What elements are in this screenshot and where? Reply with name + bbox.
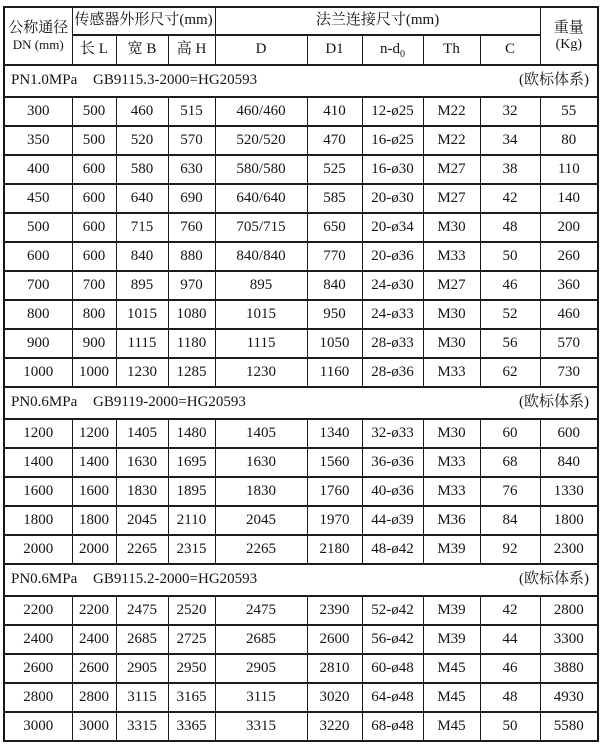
- spec-cell-col6: 44-ø39: [362, 506, 423, 535]
- spec-cell-col2: 3315: [116, 712, 168, 741]
- spec-cell-col0: 1000: [4, 358, 72, 387]
- spec-cell-col8: 34: [480, 126, 540, 155]
- spec-cell-col6: 36-ø36: [362, 448, 423, 477]
- spec-cell-col5: 585: [307, 184, 362, 213]
- spec-cell-col5: 470: [307, 126, 362, 155]
- spec-cell-col6: 56-ø42: [362, 625, 423, 654]
- col-header-height: 高 H: [168, 35, 215, 65]
- spec-cell-col8: 42: [480, 184, 540, 213]
- spec-cell-col8: 44: [480, 625, 540, 654]
- col-header-c: C: [480, 35, 540, 65]
- spec-cell-col3: 690: [168, 184, 215, 213]
- spec-data-row: [4, 419, 598, 448]
- spec-cell-col3: 2725: [168, 625, 215, 654]
- spec-cell-col6: 32-ø33: [362, 419, 423, 448]
- spec-cell-col1: 700: [72, 271, 116, 300]
- spec-cell-col8: 62: [480, 358, 540, 387]
- spec-cell-col0: 2600: [4, 654, 72, 683]
- section-header-row: [4, 65, 598, 97]
- section-header-content: [11, 394, 589, 411]
- spec-cell-col1: 1600: [72, 477, 116, 506]
- spec-cell-col8: 56: [480, 329, 540, 358]
- spec-cell-col3: 880: [168, 242, 215, 271]
- spec-cell-col9: 260: [540, 242, 598, 271]
- spec-cell-col6: 48-ø42: [362, 535, 423, 564]
- spec-cell-col7: M33: [423, 448, 480, 477]
- spec-cell-col0: 2200: [4, 596, 72, 625]
- col-header-d: D: [215, 35, 307, 65]
- spec-data-row: [4, 97, 598, 126]
- spec-cell-col3: 515: [168, 97, 215, 126]
- col-header-width: 宽 B: [116, 35, 168, 65]
- spec-cell-col0: 3000: [4, 712, 72, 741]
- spec-cell-col3: 970: [168, 271, 215, 300]
- col-header-d1: D1: [307, 35, 362, 65]
- spec-cell-col7: M30: [423, 329, 480, 358]
- col-group-sensor-dimensions: 传感器外形尺寸(mm): [72, 7, 215, 35]
- section-standard-note: (欧标体系): [519, 394, 590, 411]
- spec-data-row: [4, 596, 598, 625]
- spec-cell-col9: 2800: [540, 596, 598, 625]
- spec-data-row: [4, 358, 598, 387]
- spec-cell-col1: 2800: [72, 683, 116, 712]
- section-standard-note: (欧标体系): [519, 571, 590, 588]
- spec-cell-col0: 1200: [4, 419, 72, 448]
- spec-cell-col9: 140: [540, 184, 598, 213]
- spec-cell-col9: 360: [540, 271, 598, 300]
- spec-cell-col0: 800: [4, 300, 72, 329]
- spec-cell-col1: 1000: [72, 358, 116, 387]
- nominal-diameter-label: 公称通径: [8, 20, 69, 37]
- spec-cell-col9: 80: [540, 126, 598, 155]
- spec-cell-col7: M45: [423, 654, 480, 683]
- spec-data-row: [4, 625, 598, 654]
- spec-cell-col7: M39: [423, 596, 480, 625]
- spec-cell-col5: 1340: [307, 419, 362, 448]
- section-header-cell: [4, 387, 598, 419]
- spec-cell-col3: 1480: [168, 419, 215, 448]
- n-d0-pre: n-d: [380, 41, 401, 58]
- spec-cell-col8: 32: [480, 97, 540, 126]
- spec-cell-col2: 2265: [116, 535, 168, 564]
- spec-cell-col8: 52: [480, 300, 540, 329]
- spec-cell-col9: 1800: [540, 506, 598, 535]
- col-header-n-d0: [362, 35, 423, 65]
- spec-cell-col8: 42: [480, 596, 540, 625]
- spec-cell-col2: 715: [116, 213, 168, 242]
- spec-cell-col1: 800: [72, 300, 116, 329]
- spec-cell-col6: 24-ø30: [362, 271, 423, 300]
- spec-cell-col7: M39: [423, 535, 480, 564]
- flange-dimension-table: [3, 6, 599, 742]
- spec-data-row: [4, 155, 598, 184]
- spec-cell-col0: 400: [4, 155, 72, 184]
- spec-cell-col1: 500: [72, 97, 116, 126]
- spec-cell-col7: M30: [423, 419, 480, 448]
- spec-cell-col9: 3300: [540, 625, 598, 654]
- spec-cell-col0: 300: [4, 97, 72, 126]
- spec-cell-col4: 1630: [215, 448, 307, 477]
- spec-cell-col4: 1405: [215, 419, 307, 448]
- spec-cell-col2: 2685: [116, 625, 168, 654]
- spec-cell-col2: 1230: [116, 358, 168, 387]
- spec-cell-col3: 1080: [168, 300, 215, 329]
- spec-cell-col5: 2390: [307, 596, 362, 625]
- spec-cell-col7: M45: [423, 683, 480, 712]
- spec-cell-col6: 68-ø48: [362, 712, 423, 741]
- spec-cell-col3: 1895: [168, 477, 215, 506]
- spec-cell-col5: 840: [307, 271, 362, 300]
- spec-cell-col2: 2045: [116, 506, 168, 535]
- spec-cell-col2: 460: [116, 97, 168, 126]
- spec-data-row: [4, 654, 598, 683]
- col-header-th: Th: [423, 35, 480, 65]
- spec-cell-col8: 60: [480, 419, 540, 448]
- col-group-flange-dimensions: 法兰连接尺寸(mm): [215, 7, 540, 35]
- spec-cell-col2: 1015: [116, 300, 168, 329]
- spec-cell-col9: 2300: [540, 535, 598, 564]
- spec-cell-col5: 1160: [307, 358, 362, 387]
- section-header-content: [11, 72, 589, 89]
- spec-cell-col5: 2180: [307, 535, 362, 564]
- spec-cell-col8: 68: [480, 448, 540, 477]
- spec-cell-col5: 525: [307, 155, 362, 184]
- spec-cell-col5: 650: [307, 213, 362, 242]
- spec-cell-col3: 760: [168, 213, 215, 242]
- section-header-cell: [4, 564, 598, 596]
- spec-cell-col5: 410: [307, 97, 362, 126]
- spec-cell-col1: 600: [72, 184, 116, 213]
- spec-cell-col1: 2400: [72, 625, 116, 654]
- spec-cell-col1: 2200: [72, 596, 116, 625]
- spec-cell-col1: 2600: [72, 654, 116, 683]
- spec-cell-col7: M27: [423, 271, 480, 300]
- spec-cell-col9: 200: [540, 213, 598, 242]
- spec-cell-col4: 1230: [215, 358, 307, 387]
- spec-cell-col4: 460/460: [215, 97, 307, 126]
- spec-cell-col6: 16-ø30: [362, 155, 423, 184]
- spec-cell-col7: M33: [423, 242, 480, 271]
- spec-cell-col3: 2110: [168, 506, 215, 535]
- spec-cell-col2: 1830: [116, 477, 168, 506]
- spec-cell-col8: 92: [480, 535, 540, 564]
- spec-cell-col8: 50: [480, 712, 540, 741]
- col-header-nominal-diameter: [4, 7, 72, 65]
- spec-cell-col9: 4930: [540, 683, 598, 712]
- spec-cell-col2: 895: [116, 271, 168, 300]
- spec-cell-col7: M27: [423, 184, 480, 213]
- col-header-length: 长 L: [72, 35, 116, 65]
- spec-cell-col1: 600: [72, 242, 116, 271]
- spec-cell-col1: 600: [72, 213, 116, 242]
- spec-cell-col3: 2950: [168, 654, 215, 683]
- spec-cell-col8: 48: [480, 213, 540, 242]
- section-header-content: [11, 571, 589, 588]
- spec-data-row: [4, 477, 598, 506]
- spec-cell-col0: 900: [4, 329, 72, 358]
- spec-cell-col8: 38: [480, 155, 540, 184]
- spec-data-row: [4, 506, 598, 535]
- spec-cell-col1: 900: [72, 329, 116, 358]
- spec-cell-col4: 580/580: [215, 155, 307, 184]
- spec-data-row: [4, 448, 598, 477]
- spec-cell-col5: 770: [307, 242, 362, 271]
- spec-cell-col7: M22: [423, 126, 480, 155]
- spec-cell-col4: 840/840: [215, 242, 307, 271]
- spec-cell-col9: 840: [540, 448, 598, 477]
- spec-cell-col7: M33: [423, 477, 480, 506]
- table-body: [4, 65, 598, 741]
- spec-cell-col3: 3365: [168, 712, 215, 741]
- spec-cell-col8: 76: [480, 477, 540, 506]
- spec-data-row: [4, 300, 598, 329]
- weight-label: 重量: [553, 19, 584, 36]
- spec-cell-col1: 2000: [72, 535, 116, 564]
- section-header-cell: [4, 65, 598, 97]
- spec-cell-col4: 520/520: [215, 126, 307, 155]
- spec-cell-col5: 950: [307, 300, 362, 329]
- col-header-weight: [540, 7, 598, 65]
- spec-cell-col4: 2045: [215, 506, 307, 535]
- spec-cell-col2: 640: [116, 184, 168, 213]
- n-d0-subscript: 0: [400, 49, 406, 61]
- section-standard-note: (欧标体系): [519, 72, 590, 89]
- section-standard-code: GB9115.3-2000=HG20593: [93, 72, 258, 89]
- section-standard-code: GB9119-2000=HG20593: [93, 394, 246, 411]
- spec-cell-col9: 570: [540, 329, 598, 358]
- spec-cell-col7: M30: [423, 300, 480, 329]
- spec-cell-col1: 500: [72, 126, 116, 155]
- spec-cell-col6: 28-ø36: [362, 358, 423, 387]
- section-pressure-rating: PN0.6MPa: [11, 394, 78, 411]
- section-header-row: [4, 387, 598, 419]
- spec-cell-col6: 52-ø42: [362, 596, 423, 625]
- weight-unit-label: (Kg): [555, 36, 583, 52]
- spec-cell-col5: 1970: [307, 506, 362, 535]
- spec-cell-col0: 350: [4, 126, 72, 155]
- spec-cell-col4: 640/640: [215, 184, 307, 213]
- spec-cell-col9: 1330: [540, 477, 598, 506]
- section-pressure-rating: PN0.6MPa: [11, 571, 78, 588]
- spec-cell-col3: 1285: [168, 358, 215, 387]
- spec-cell-col4: 895: [215, 271, 307, 300]
- spec-cell-col4: 705/715: [215, 213, 307, 242]
- spec-cell-col7: M33: [423, 358, 480, 387]
- spec-cell-col6: 24-ø33: [362, 300, 423, 329]
- spec-cell-col9: 730: [540, 358, 598, 387]
- spec-cell-col7: M45: [423, 712, 480, 741]
- spec-cell-col2: 3115: [116, 683, 168, 712]
- spec-cell-col8: 48: [480, 683, 540, 712]
- spec-cell-col7: M36: [423, 506, 480, 535]
- spec-cell-col0: 600: [4, 242, 72, 271]
- section-pressure-rating: PN1.0MPa: [11, 72, 78, 89]
- spec-cell-col0: 1800: [4, 506, 72, 535]
- spec-data-row: [4, 126, 598, 155]
- spec-cell-col2: 1630: [116, 448, 168, 477]
- spec-data-row: [4, 271, 598, 300]
- spec-cell-col6: 20-ø36: [362, 242, 423, 271]
- spec-cell-col2: 840: [116, 242, 168, 271]
- spec-cell-col4: 3315: [215, 712, 307, 741]
- spec-cell-col3: 1695: [168, 448, 215, 477]
- spec-cell-col6: 40-ø36: [362, 477, 423, 506]
- spec-data-row: [4, 683, 598, 712]
- spec-cell-col3: 1180: [168, 329, 215, 358]
- spec-cell-col2: 2905: [116, 654, 168, 683]
- dn-unit-label: DN (mm): [12, 37, 64, 53]
- spec-data-row: [4, 535, 598, 564]
- spec-cell-col2: 520: [116, 126, 168, 155]
- spec-cell-col2: 2475: [116, 596, 168, 625]
- spec-cell-col9: 3880: [540, 654, 598, 683]
- spec-cell-col9: 110: [540, 155, 598, 184]
- spec-cell-col6: 28-ø33: [362, 329, 423, 358]
- spec-cell-col9: 5580: [540, 712, 598, 741]
- spec-cell-col5: 1760: [307, 477, 362, 506]
- spec-cell-col5: 3020: [307, 683, 362, 712]
- spec-cell-col8: 46: [480, 271, 540, 300]
- spec-cell-col4: 1830: [215, 477, 307, 506]
- spec-cell-col6: 12-ø25: [362, 97, 423, 126]
- spec-cell-col1: 3000: [72, 712, 116, 741]
- spec-cell-col0: 500: [4, 213, 72, 242]
- spec-cell-col4: 2265: [215, 535, 307, 564]
- spec-cell-col1: 1200: [72, 419, 116, 448]
- spec-cell-col3: 630: [168, 155, 215, 184]
- spec-cell-col0: 2400: [4, 625, 72, 654]
- spec-cell-col0: 700: [4, 271, 72, 300]
- spec-cell-col7: M27: [423, 155, 480, 184]
- spec-cell-col6: 60-ø48: [362, 654, 423, 683]
- spec-cell-col4: 1015: [215, 300, 307, 329]
- spec-data-row: [4, 329, 598, 358]
- spec-cell-col4: 2685: [215, 625, 307, 654]
- spec-cell-col1: 600: [72, 155, 116, 184]
- spec-cell-col0: 2800: [4, 683, 72, 712]
- spec-data-row: [4, 184, 598, 213]
- spec-data-row: [4, 213, 598, 242]
- spec-cell-col1: 1400: [72, 448, 116, 477]
- spec-cell-col9: 460: [540, 300, 598, 329]
- spec-cell-col5: 1050: [307, 329, 362, 358]
- spec-cell-col2: 580: [116, 155, 168, 184]
- spec-data-row: [4, 712, 598, 741]
- spec-cell-col4: 3115: [215, 683, 307, 712]
- spec-cell-col5: 3220: [307, 712, 362, 741]
- spec-cell-col6: 16-ø25: [362, 126, 423, 155]
- spec-cell-col3: 2520: [168, 596, 215, 625]
- spec-cell-col2: 1115: [116, 329, 168, 358]
- section-header-row: [4, 564, 598, 596]
- spec-cell-col4: 1115: [215, 329, 307, 358]
- spec-cell-col4: 2905: [215, 654, 307, 683]
- spec-data-row: [4, 242, 598, 271]
- spec-cell-col8: 50: [480, 242, 540, 271]
- spec-cell-col0: 1400: [4, 448, 72, 477]
- spec-cell-col8: 46: [480, 654, 540, 683]
- spec-cell-col6: 20-ø30: [362, 184, 423, 213]
- spec-cell-col0: 2000: [4, 535, 72, 564]
- spec-cell-col0: 1600: [4, 477, 72, 506]
- spec-cell-col0: 450: [4, 184, 72, 213]
- spec-cell-col9: 600: [540, 419, 598, 448]
- section-standard-code: GB9115.2-2000=HG20593: [93, 571, 258, 588]
- spec-cell-col3: 3165: [168, 683, 215, 712]
- spec-cell-col6: 20-ø34: [362, 213, 423, 242]
- spec-cell-col5: 2810: [307, 654, 362, 683]
- spec-cell-col6: 64-ø48: [362, 683, 423, 712]
- spec-cell-col7: M22: [423, 97, 480, 126]
- spec-cell-col9: 55: [540, 97, 598, 126]
- spec-cell-col7: M30: [423, 213, 480, 242]
- spec-cell-col5: 2600: [307, 625, 362, 654]
- spec-cell-col1: 1800: [72, 506, 116, 535]
- spec-cell-col2: 1405: [116, 419, 168, 448]
- spec-cell-col5: 1560: [307, 448, 362, 477]
- spec-cell-col8: 84: [480, 506, 540, 535]
- spec-cell-col3: 570: [168, 126, 215, 155]
- spec-cell-col3: 2315: [168, 535, 215, 564]
- spec-cell-col7: M39: [423, 625, 480, 654]
- spec-cell-col4: 2475: [215, 596, 307, 625]
